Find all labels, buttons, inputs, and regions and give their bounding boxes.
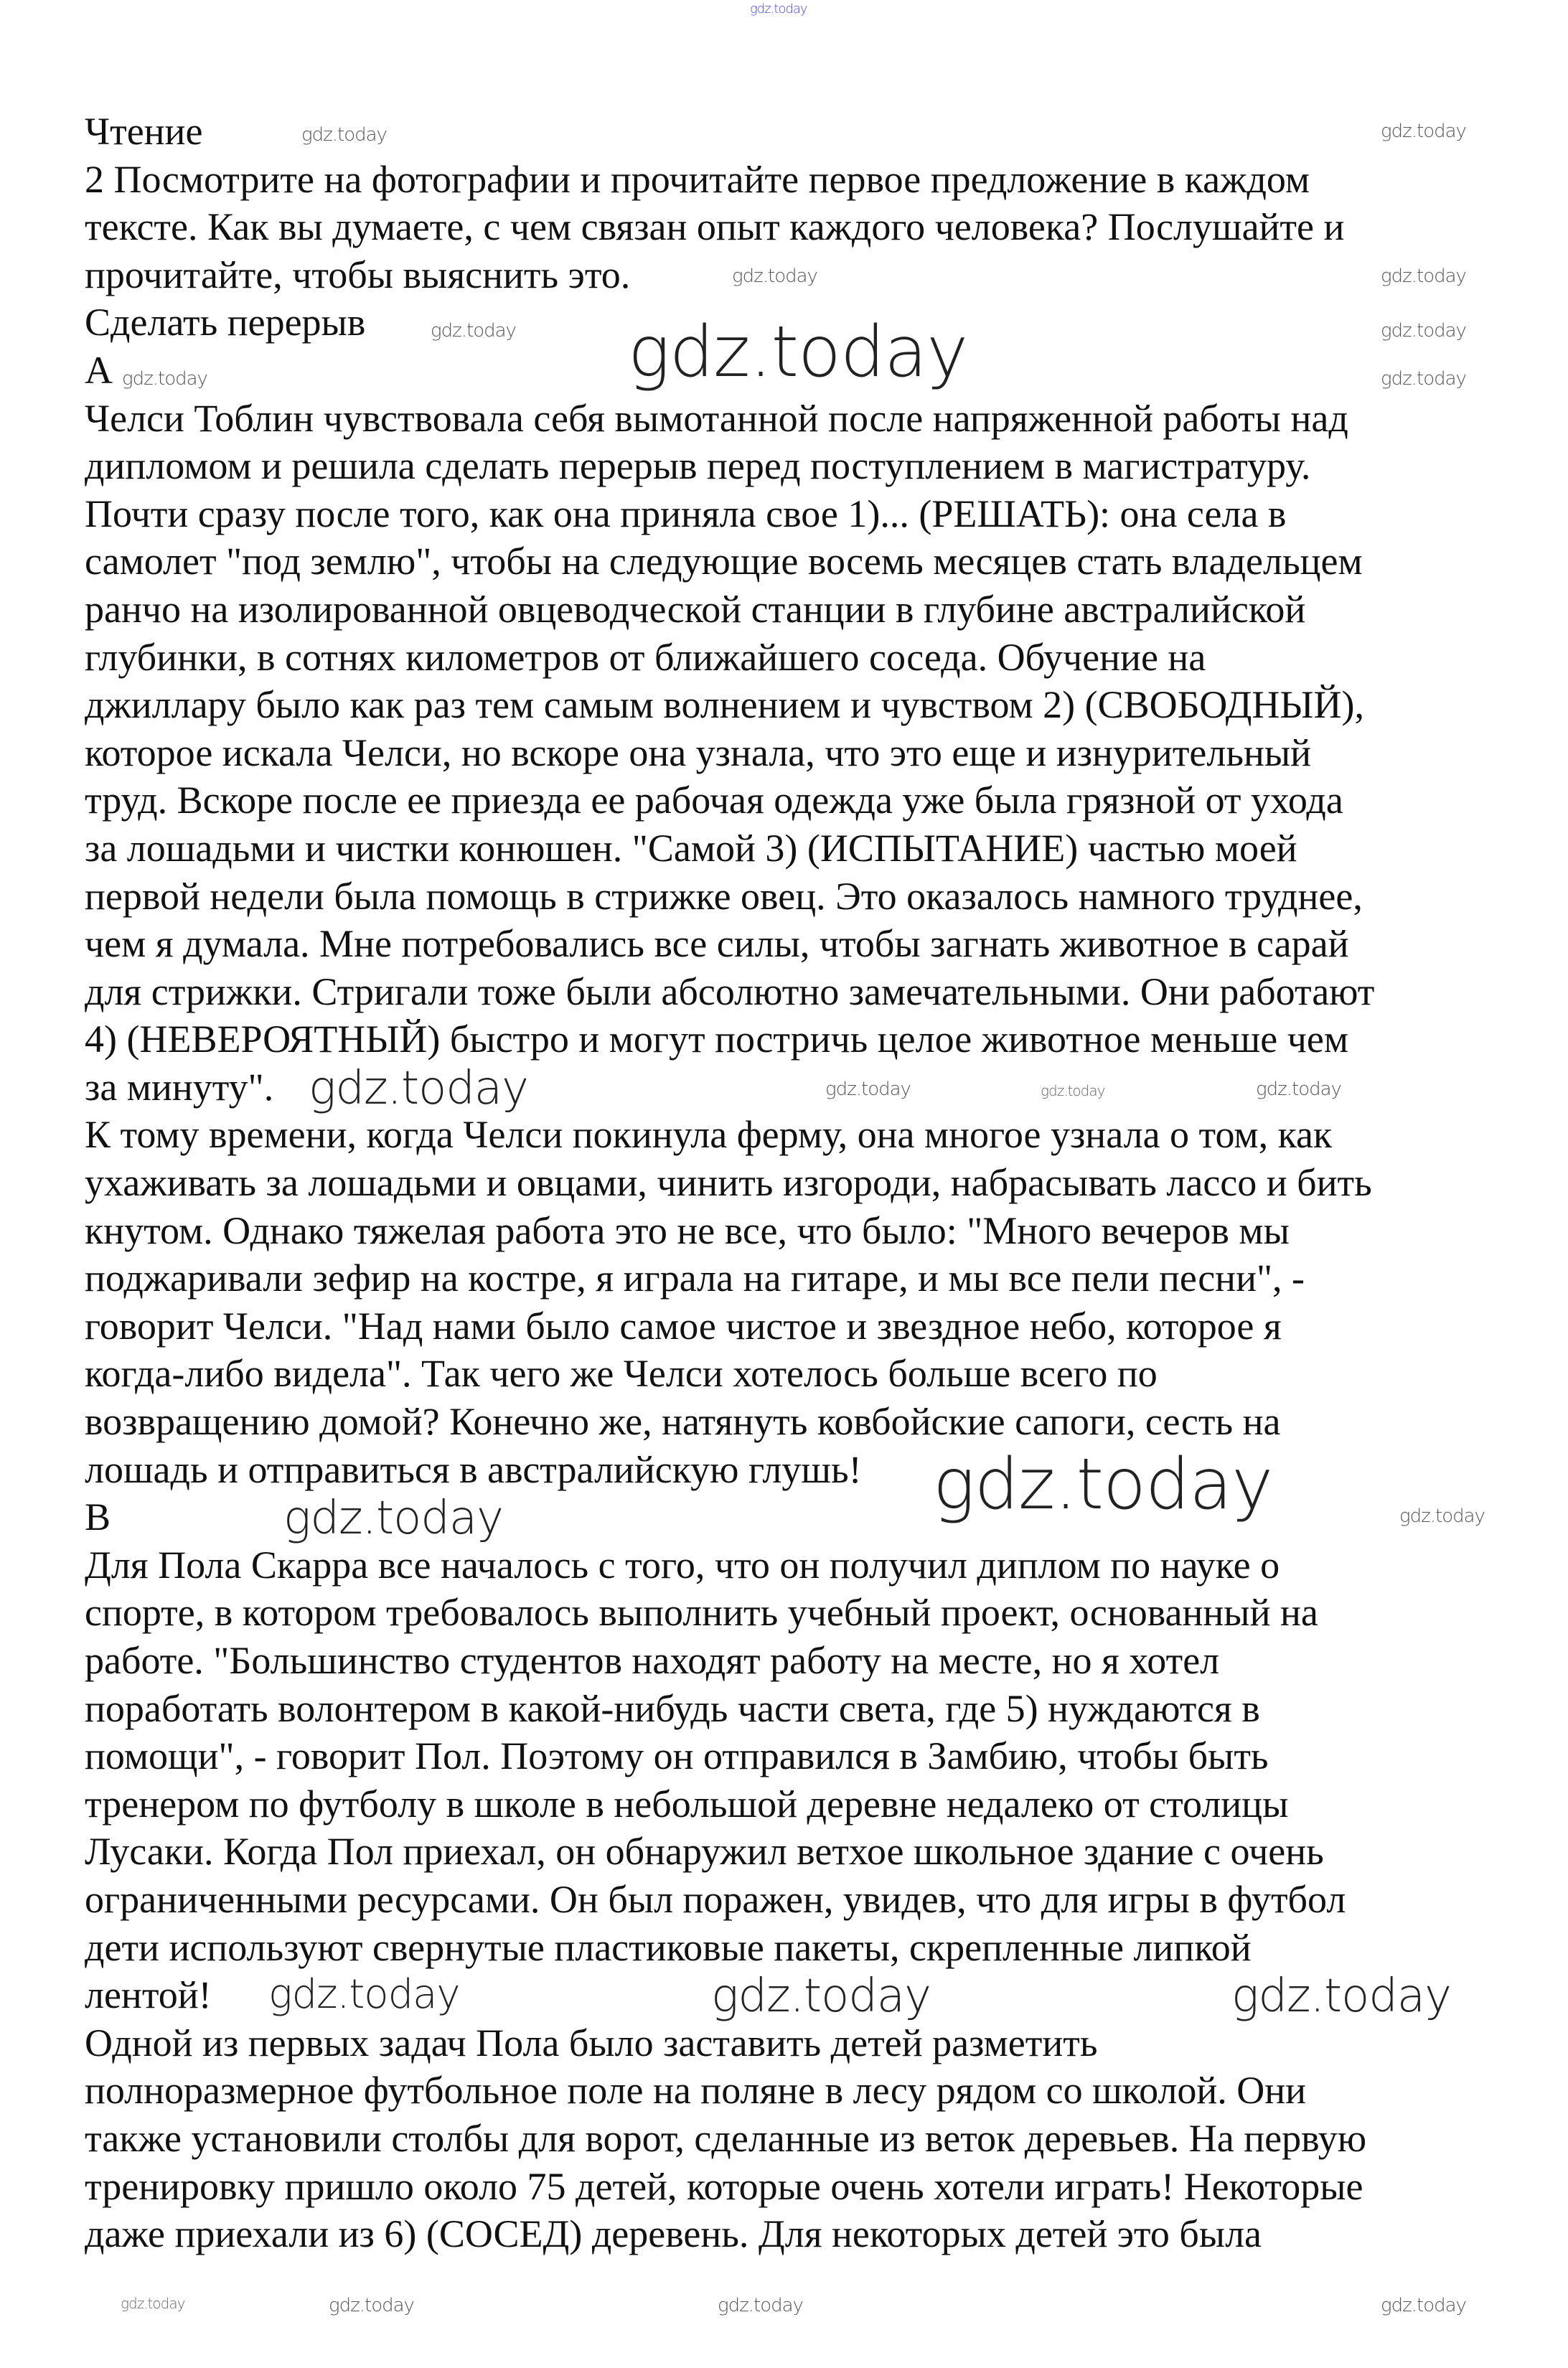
text-line: К тому времени, когда Челси покинула ферму, она многое узнала о том, как bbox=[85, 1113, 1333, 1157]
watermark: gdz.today bbox=[825, 1079, 911, 1100]
text-line: тренером по футболу в школе в небольшой деревне недалеко от столицы bbox=[85, 1782, 1289, 1826]
text-line: Почти сразу после того, как она приняла свое 1)... (РЕШАТЬ): она села в bbox=[85, 492, 1287, 535]
text-line: Для Пола Скарра все началось с того, что он получил диплом по науке о bbox=[85, 1543, 1280, 1587]
text-line: когда-либо видела". Так чего же Челси хотелось больше всего по bbox=[85, 1352, 1158, 1396]
watermark-large: gdz.today bbox=[933, 1444, 1273, 1526]
watermark: gdz.today bbox=[732, 266, 817, 287]
watermark: gdz.today bbox=[301, 124, 387, 146]
text-line: тексте. Как вы думаете, с чем связан опыт каждого человека? Послушайте и bbox=[85, 205, 1345, 249]
text-line: труд. Вскоре после ее приезда ее рабочая одежда уже была грязной от ухода bbox=[85, 779, 1343, 822]
text-line: Сделать перерыв bbox=[85, 301, 366, 344]
text-line: спорте, в котором требовалось выполнить учебный проект, основанный на bbox=[85, 1591, 1318, 1635]
text-line: ухаживать за лошадьми и овцами, чинить изгороди, набрасывать лассо и бить bbox=[85, 1161, 1372, 1205]
text-line: даже приехали из 6) (СОСЕД) деревень. Для некоторых детей это была bbox=[85, 2212, 1262, 2256]
text-line: помощи", - говорит Пол. Поэтому он отправился в Замбию, чтобы быть bbox=[85, 1734, 1269, 1778]
text-line: тренировку пришло около 75 детей, которые очень хотели играть! Некоторые bbox=[85, 2164, 1363, 2208]
watermark-medium: gdz.today bbox=[711, 1970, 931, 2023]
watermark: gdz.today bbox=[1381, 121, 1466, 142]
watermark: gdz.today bbox=[121, 2295, 185, 2312]
text-line: кнутом. Однако тяжелая работа это не все, что было: "Много вечеров мы bbox=[85, 1208, 1290, 1252]
watermark: gdz.today bbox=[1381, 368, 1466, 390]
text-line: Челси Тоблин чувствовала себя вымотанной после напряженной работы над bbox=[85, 396, 1348, 440]
watermark: gdz.today bbox=[1041, 1082, 1105, 1099]
text-line: лошадь и отправиться в австралийскую глушь! bbox=[85, 1447, 862, 1491]
text-line: за лошадьми и чистки конюшен. "Самой 3) (ИСПЫТАНИЕ) частью моей bbox=[85, 826, 1297, 870]
watermark: gdz.today bbox=[1381, 320, 1466, 342]
watermark: gdz.today bbox=[1256, 1079, 1341, 1100]
watermark-medium: gdz.today bbox=[309, 1062, 528, 1115]
watermark-large: gdz.today bbox=[628, 311, 968, 393]
watermark: gdz.today bbox=[1381, 266, 1466, 287]
section-title: Чтение bbox=[85, 110, 203, 153]
text-line: 4) (НЕВЕРОЯТНЫЙ) быстро и могут постричь целое животное меньше чем bbox=[85, 1018, 1348, 1061]
text-line: глубинки, в сотнях километров от ближайшего соседа. Обучение на bbox=[85, 635, 1206, 679]
watermark: gdz.today bbox=[431, 320, 516, 342]
text-line: также установили столбы для ворот, сделанные из веток деревьев. На первую bbox=[85, 2116, 1367, 2160]
watermark: gdz.today bbox=[1399, 1505, 1485, 1527]
text-line: ранчо на изолированной овцеводческой станции в глубине австралийской bbox=[85, 587, 1306, 631]
text-line: первой недели была помощь в стрижке овец. Это оказалось намного труднее, bbox=[85, 874, 1363, 918]
text-line: джиллару было как раз тем самым волнением и чувством 2) (СВОБОДНЫЙ), bbox=[85, 683, 1365, 727]
text-line: дипломом и решила сделать перерыв перед поступлением в магистратуру. bbox=[85, 444, 1311, 488]
watermark: gdz.today bbox=[1381, 2295, 1466, 2316]
text-line: возвращению домой? Конечно же, натянуть ковбойские сапоги, сесть на bbox=[85, 1400, 1281, 1444]
text-line: поработать волонтером в какой-нибудь части света, где 5) нуждаются в bbox=[85, 1686, 1260, 1730]
watermark-medium: gdz.today bbox=[283, 1492, 503, 1545]
watermark: gdz.today bbox=[122, 368, 207, 390]
watermark-top: gdz.today bbox=[750, 1, 807, 17]
text-line: работе. "Большинство студентов находят работу на месте, но я хотел bbox=[85, 1639, 1220, 1682]
text-line: для стрижки. Стригали тоже были абсолютно замечательными. Они работают bbox=[85, 969, 1375, 1013]
text-line: Лусаки. Когда Пол приехал, он обнаружил ветхое школьное здание с очень bbox=[85, 1830, 1324, 1874]
text-line: чем я думала. Мне потребовались все силы, чтобы загнать животное в сарай bbox=[85, 922, 1349, 966]
text-line: A bbox=[85, 348, 113, 392]
text-line: дети используют свернутые пластиковые пакеты, скрепленные липкой bbox=[85, 1925, 1252, 1969]
document-body bbox=[85, 108, 1506, 2258]
watermark-medium: gdz.today bbox=[268, 1971, 460, 2018]
watermark-medium: gdz.today bbox=[1231, 1970, 1451, 2023]
text-line: лентой! bbox=[85, 1973, 212, 2017]
text-line: поджаривали зефир на костре, я играла на гитаре, и мы все пели песни", - bbox=[85, 1256, 1305, 1300]
watermark: gdz.today bbox=[329, 2295, 414, 2316]
text-line: B bbox=[85, 1495, 111, 1539]
text-line: Одной из первых задач Пола было заставить детей разметить bbox=[85, 2021, 1098, 2064]
text-line: говорит Челси. "Над нами было самое чистое и звездное небо, которое я bbox=[85, 1304, 1282, 1348]
text-line: которое искала Челси, но вскоре она узнала, что это еще и изнурительный bbox=[85, 730, 1312, 774]
text-line: самолет "под землю", чтобы на следующие восемь месяцев стать владельцем bbox=[85, 540, 1363, 583]
text-line: прочитайте, чтобы выяснить это. bbox=[85, 253, 631, 296]
text-line: 2 Посмотрите на фотографии и прочитайте первое предложение в каждом bbox=[85, 157, 1310, 201]
text-line: ограниченными ресурсами. Он был поражен, увидев, что для игры в футбол bbox=[85, 1877, 1346, 1921]
text-line: за минуту". bbox=[85, 1065, 274, 1109]
watermark: gdz.today bbox=[718, 2295, 803, 2316]
text-line: полноразмерное футбольное поле на поляне в лесу рядом со школой. Они bbox=[85, 2069, 1307, 2113]
